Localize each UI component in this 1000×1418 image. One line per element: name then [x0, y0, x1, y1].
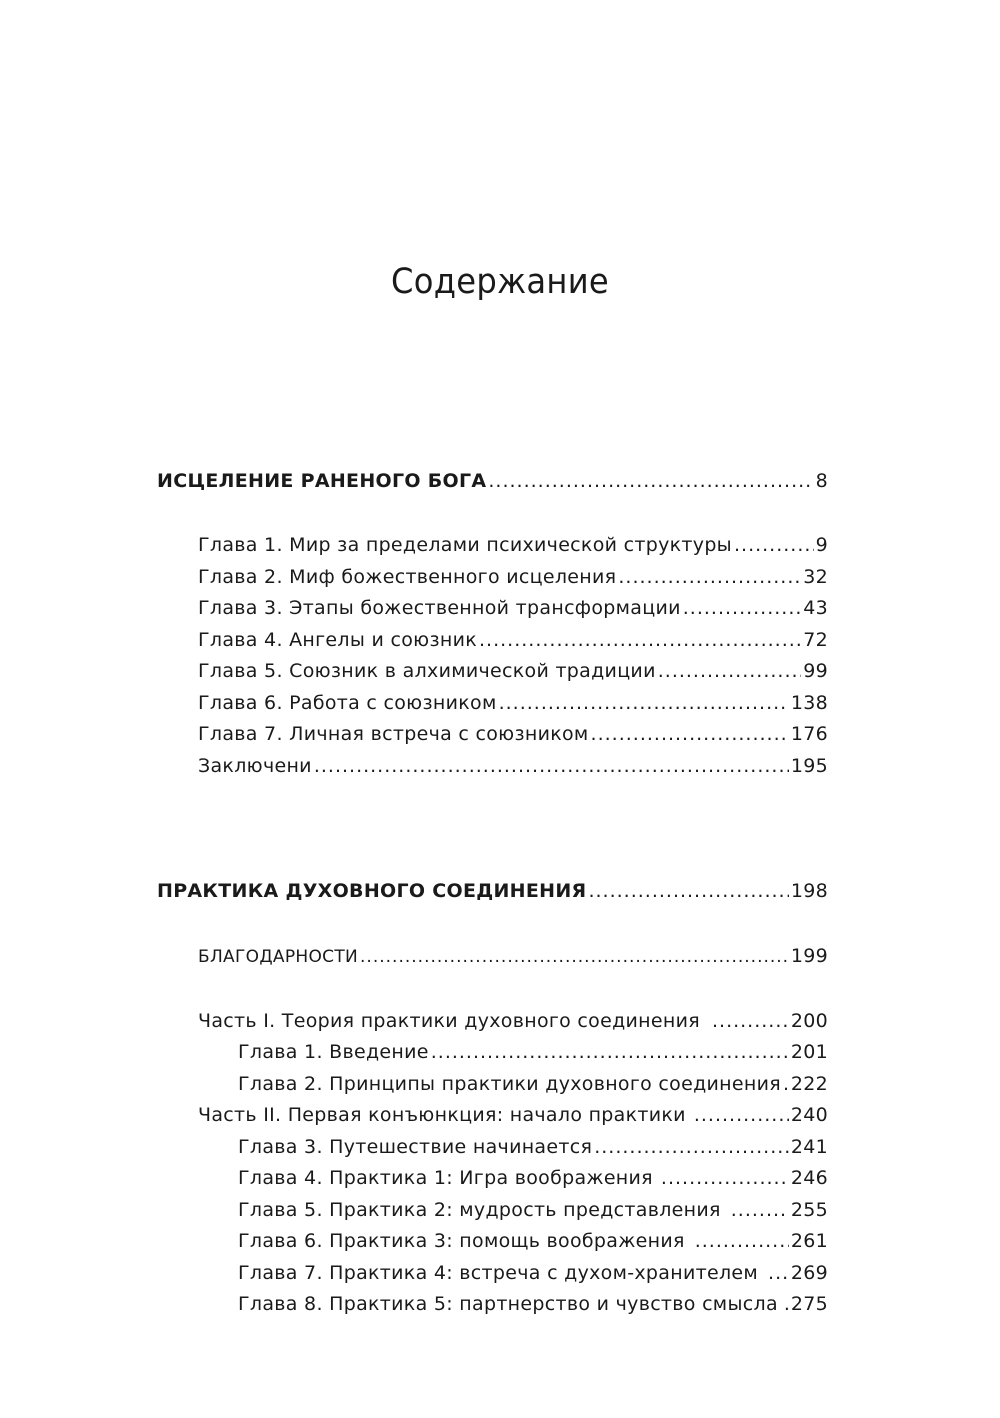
- toc-leader-dots: [314, 754, 789, 778]
- toc-part-heading[interactable]: [157, 879, 828, 903]
- toc-entry-label: Глава 7. Практика 4: встреча с духом-хранителем: [238, 1262, 759, 1284]
- toc-entry[interactable]: [238, 1261, 828, 1285]
- toc-entry-label: Глава 3. Путешествие начинается: [238, 1136, 593, 1158]
- toc-entry-label: Часть II. Первая конъюнкция: начало практики: [198, 1104, 686, 1126]
- toc-entry-label: Глава 2. Принципы практики духовного соединения: [238, 1073, 781, 1095]
- toc-page-number: 32: [803, 566, 828, 588]
- toc-entry[interactable]: [198, 722, 828, 746]
- toc-entry[interactable]: [238, 1040, 828, 1064]
- page-title: Содержание: [390, 262, 609, 302]
- toc-leader-dots: [588, 879, 788, 903]
- toc-page-number: 138: [790, 692, 828, 714]
- toc-part-label: ИСЦЕЛЕНИЕ РАНЕНОГО БОГА: [157, 470, 487, 492]
- toc-page-number: 240: [790, 1104, 828, 1126]
- toc-page-number: 195: [790, 755, 828, 777]
- toc-leader-dots: [695, 1229, 789, 1253]
- toc-part-label: ПРАКТИКА ДУХОВНОГО СОЕДИНЕНИЯ: [157, 880, 587, 902]
- toc-page-number: 176: [790, 723, 828, 745]
- toc-entry-label: Заключени: [198, 755, 312, 777]
- toc-leader-dots: [784, 1292, 789, 1316]
- toc-leader-dots: [479, 628, 801, 652]
- toc-leader-dots: [683, 596, 801, 620]
- toc-entry-label: Глава 8. Практика 5: партнерство и чувство смысла: [238, 1293, 778, 1315]
- toc-entry[interactable]: [238, 1135, 828, 1159]
- toc-entry-label: Глава 6. Практика 3: помощь воображения: [238, 1230, 685, 1252]
- toc-leader-dots: [594, 1135, 789, 1159]
- toc-page-number: 201: [790, 1041, 828, 1063]
- toc-entry-label: Глава 7. Личная встреча с союзником: [198, 723, 589, 745]
- toc-part-heading[interactable]: [157, 469, 828, 493]
- toc-page-number: 200: [790, 1010, 828, 1032]
- toc-leader-dots: [591, 722, 789, 746]
- toc-page-number: 241: [790, 1136, 828, 1158]
- toc-leader-dots: [712, 1009, 789, 1033]
- toc-entry[interactable]: [238, 1229, 828, 1253]
- toc-leader-dots: [734, 533, 814, 557]
- toc-leader-dots: [488, 469, 813, 493]
- toc-leader-dots: [661, 1166, 789, 1190]
- toc-page-number: 43: [803, 597, 828, 619]
- toc-entry-label: БЛАГОДАРНОСТИ: [198, 947, 359, 967]
- toc-leader-dots: [768, 1261, 789, 1285]
- toc-leader-dots: [731, 1198, 789, 1222]
- toc-entry[interactable]: [238, 1166, 828, 1190]
- toc-page-number: 8: [815, 470, 828, 492]
- toc-entry-label: Глава 4. Практика 1: Игра воображения: [238, 1167, 653, 1189]
- toc-leader-dots: [360, 945, 789, 968]
- toc-leader-dots: [618, 565, 801, 589]
- toc-entry[interactable]: [238, 1072, 828, 1096]
- toc-entry-label: Глава 1. Мир за пределами психической структуры: [198, 534, 732, 556]
- toc-page-number: 199: [790, 945, 828, 967]
- toc-page-number: 222: [790, 1073, 828, 1095]
- toc-entry[interactable]: [238, 1198, 828, 1222]
- toc-page-number: 246: [790, 1167, 828, 1189]
- toc-entry-label: Часть I. Теория практики духовного соединения: [198, 1010, 700, 1032]
- toc-entry[interactable]: [198, 659, 828, 683]
- toc-entry[interactable]: [198, 691, 828, 715]
- toc-entry[interactable]: [198, 596, 828, 620]
- toc-entry[interactable]: [198, 628, 828, 652]
- toc-leader-dots: [783, 1072, 789, 1096]
- toc-entry-part[interactable]: [198, 1009, 828, 1033]
- toc-leader-dots: [431, 1040, 789, 1064]
- toc-entry-label: Глава 1. Введение: [238, 1041, 429, 1063]
- toc-page-number: 72: [803, 629, 828, 651]
- toc-leader-dots: [694, 1103, 789, 1127]
- toc-page-number: 255: [790, 1199, 828, 1221]
- toc-entry[interactable]: [198, 565, 828, 589]
- toc-entry[interactable]: [238, 1292, 828, 1316]
- toc-page-number: 198: [790, 880, 828, 902]
- toc-entry-label: Глава 2. Миф божественного исцеления: [198, 566, 617, 588]
- toc-entry-label: Глава 6. Работа с союзником: [198, 692, 497, 714]
- toc-entry-label: Глава 4. Ангелы и союзник: [198, 629, 478, 651]
- toc-page-number: 269: [790, 1262, 828, 1284]
- toc-entry-acknowledgements[interactable]: [198, 944, 828, 968]
- toc-entry[interactable]: [198, 754, 828, 778]
- toc-entry[interactable]: [198, 533, 828, 557]
- toc-leader-dots: [658, 659, 801, 683]
- toc-entry-label: Глава 5. Союзник в алхимической традиции: [198, 660, 656, 682]
- toc-entry-part[interactable]: [198, 1103, 828, 1127]
- toc-leader-dots: [499, 691, 789, 715]
- toc-page-number: 99: [803, 660, 828, 682]
- toc-page-number: 9: [815, 534, 828, 556]
- toc-entry-label: Глава 3. Этапы божественной трансформации: [198, 597, 681, 619]
- toc-page-number: 261: [790, 1230, 828, 1252]
- toc-entry-label: Глава 5. Практика 2: мудрость представления: [238, 1199, 721, 1221]
- toc-page-number: 275: [790, 1293, 828, 1315]
